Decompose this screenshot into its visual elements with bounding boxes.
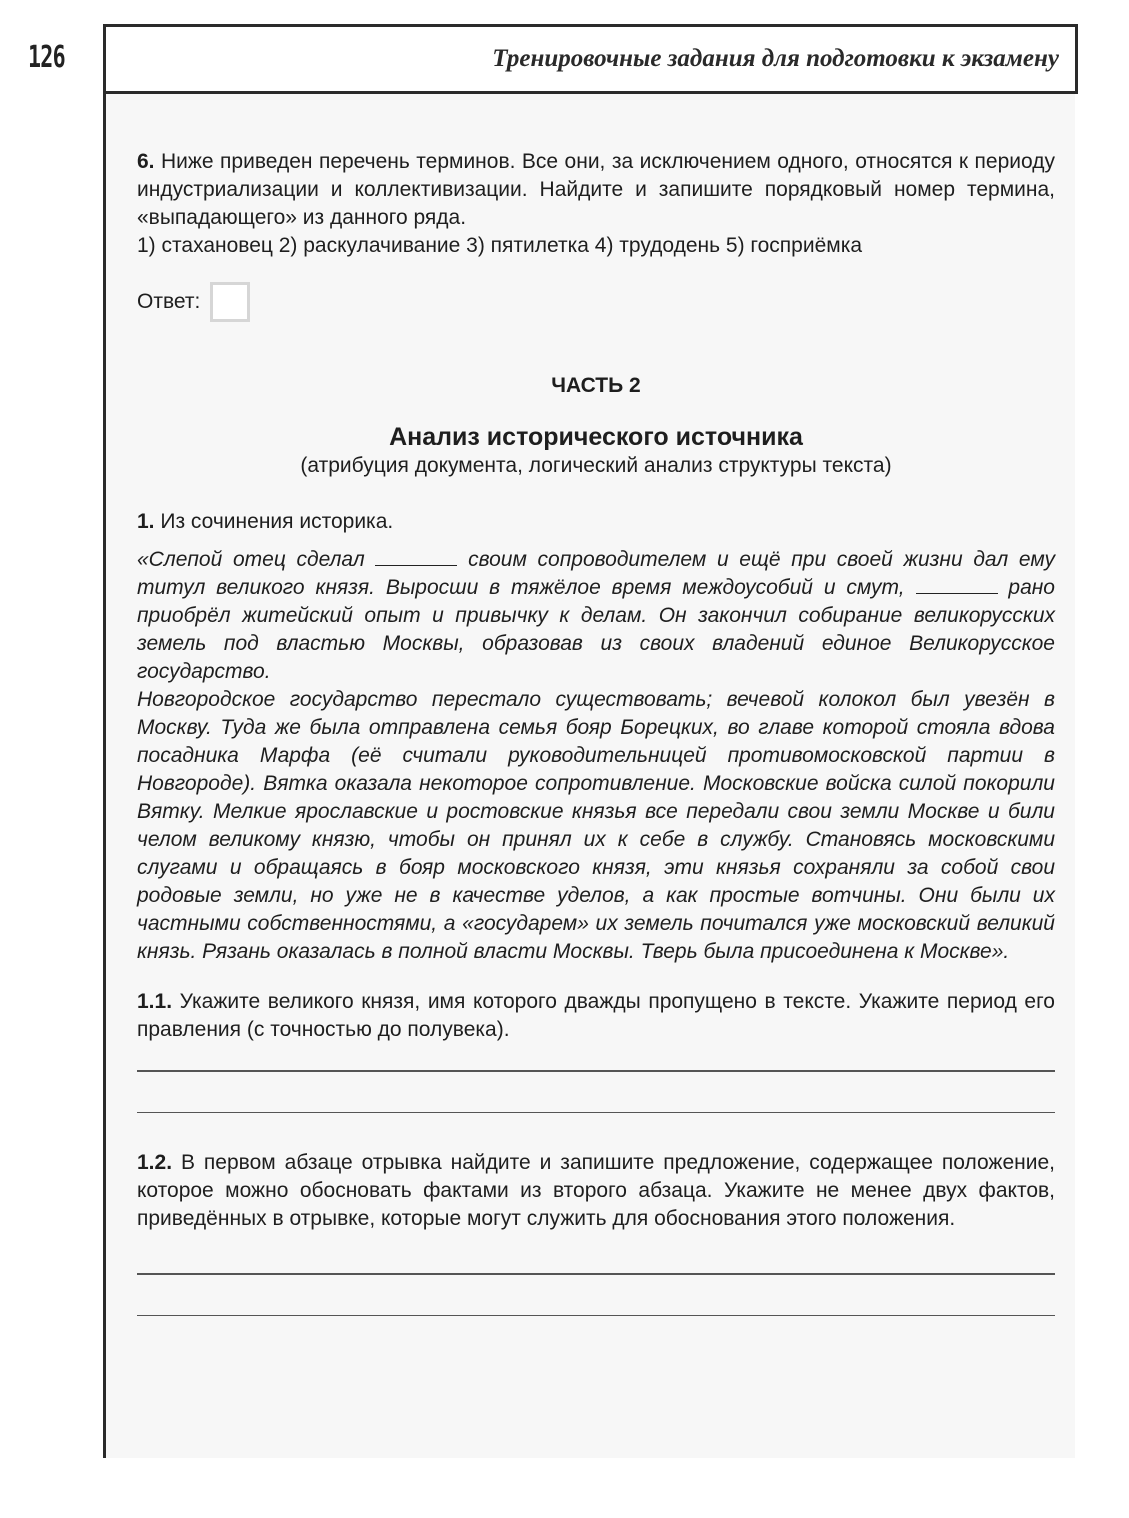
question-1-2 (137, 1149, 1055, 1316)
task-6-text (137, 148, 1055, 232)
running-header (103, 24, 1078, 94)
question-1-2-number: 1.2. (137, 1151, 173, 1174)
source-text-part-a: «Слепой отец сделал (137, 548, 365, 571)
question-1-1 (137, 988, 1055, 1113)
question-1-1-text (137, 988, 1055, 1044)
answer-box[interactable] (210, 282, 250, 322)
task-6-answer-row (137, 282, 1055, 322)
page-number: 126 (28, 40, 65, 75)
answer-line[interactable] (137, 1070, 1055, 1072)
answer-label: Ответ: (137, 290, 201, 313)
part-heading: ЧАСТЬ 2 (551, 374, 641, 397)
running-title: Тренировочные задания для подготовки к экзамену (492, 45, 1059, 72)
page-content (137, 148, 1055, 1316)
source-text-part-b: своим сопроводителем и ещё при своей жизни дал ему титул великого князя. Выросши в тяжёлое время междоусобий и смут, (137, 548, 1056, 599)
source-intro (137, 508, 1055, 536)
question-1-1-number: 1.1. (137, 990, 173, 1013)
task-1 (137, 508, 1055, 966)
source-text-part-c: рано приобрёл житейский опыт и привычку к делам. Он закончил собирание великорусских земель под властью Москвы, образовав из своих владений единое Великорусское государство. (137, 576, 1055, 683)
question-1-2-body: В первом абзаце отрывка найдите и запишите предложение, содержащее положение, которое можно обосновать фактами из второго абзаца. Укажите не менее двух фактов, приведённых в отрывке, которые могут служить для обоснования этого положения. (137, 1151, 1055, 1230)
answer-line[interactable] (137, 1112, 1055, 1114)
source-paragraph-1 (137, 546, 1055, 686)
task-6-number: 6. (137, 150, 155, 173)
answer-line[interactable] (137, 1315, 1055, 1317)
answer-line[interactable] (137, 1273, 1055, 1275)
task-6 (137, 148, 1055, 322)
gap-blank (916, 577, 998, 594)
task-6-question: Ниже приведен перечень терминов. Все они, за исключением одного, относятся к периоду индустриализации и коллективизации. Найдите и запишите порядковый номер термина, «выпадающего» из данного ряда. (137, 150, 1055, 229)
section-title: Анализ исторического источника (389, 423, 803, 451)
question-1-2-text (137, 1149, 1055, 1233)
source-paragraph-2: Новгородское государство перестало существовать; вечевой колокол был увезён в Москву. Туда же была отправлена семья бояр Борецких, во главе которой стояла вдова посадника Марфа (её считали руководительницей противомосковской партии в Новгороде). Вятка оказала некоторое сопротивление. Московские войска силой покорили Вятку. Мелкие ярославские и ростовские князья все передали свои земли Москве и били челом великому князю, чтобы он принял их к себе в службу. Становясь московскими слугами и обращаясь в бояр московского князя, эти князья сохраняли за собой свои родовые земли, но уже не в качестве уделов, а как простые вотчины. Они были их частными собственностями, а «государем» их земель почитался уже московский великий князь. Рязань оказалась в полной власти Москвы. Тверь была присоединена к Москве». (137, 688, 1055, 963)
task-6-options: 1) стахановец 2) раскулачивание 3) пятилетка 4) трудодень 5) госприёмка (137, 234, 863, 257)
gap-blank (375, 549, 457, 566)
task-1-intro: Из сочинения историка. (160, 510, 394, 533)
question-1-1-body: Укажите великого князя, имя которого дважды пропущено в тексте. Укажите период его правления (с точностью до полувека). (137, 990, 1055, 1041)
section-subtitle: (атрибуция документа, логический анализ структуры текста) (300, 454, 892, 477)
task-1-number: 1. (137, 510, 155, 533)
